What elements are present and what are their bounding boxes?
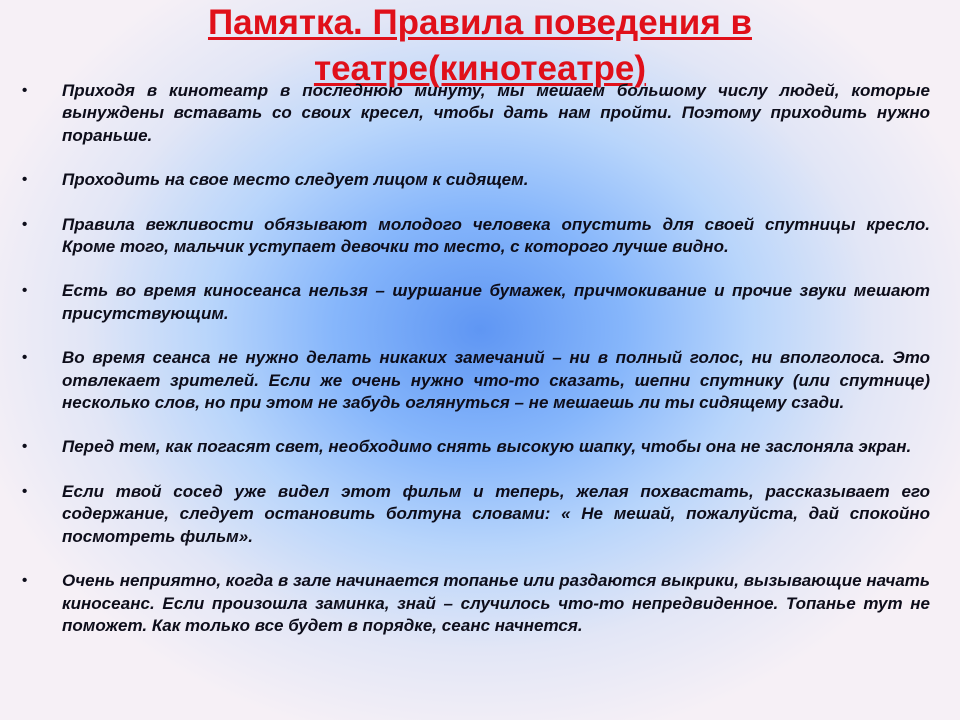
rule-text: Приходя в кинотеатр в последнюю минуту, мы мешаем большому числу людей, которые вынуждены вставать со своих кресел, чтобы дать нам пройти. Поэтому приходить нужно пораньше. bbox=[62, 81, 930, 145]
rule-text: Есть во время киносеанса нельзя – шуршание бумажек, причмокивание и прочие звуки мешают присутствующим. bbox=[62, 281, 930, 323]
rule-item bbox=[22, 80, 930, 147]
rule-text: Проходить на свое место следует лицом к сидящем. bbox=[62, 170, 529, 190]
rules-list bbox=[22, 80, 930, 659]
rule-item bbox=[22, 570, 930, 637]
rule-item bbox=[22, 169, 930, 191]
page-title bbox=[80, 0, 880, 92]
rule-text: Очень неприятно, когда в зале начинается топанье или раздаются выкрики, вызывающие начать киносеанс. Если произошла заминка, знай – случилось что-то непредвиденное. Топанье тут не поможет. Как только все будет в порядке, сеанс начнется. bbox=[62, 571, 930, 635]
bullet-icon: • bbox=[22, 215, 28, 233]
rule-text: Правила вежливости обязывают молодого человека опустить для своей спутницы кресло. Кроме того, мальчик уступает девочки то место, с которого лучше видно. bbox=[62, 214, 930, 257]
bullet-icon: • bbox=[22, 171, 28, 189]
bullet-icon: • bbox=[22, 572, 28, 590]
bullet-icon: • bbox=[22, 349, 28, 367]
rule-text: Если твой сосед уже видел этот фильм и теперь, желая похвастать, рассказывает его содержание, следует остановить болтуна словами: « Не мешай, пожалуйста, дай спокойно посмотреть фильм». bbox=[62, 481, 930, 546]
title-line-1: Памятка. Правила поведения в bbox=[207, 3, 752, 42]
rule-text: Перед тем, как погасят свет, необходимо снять высокую шапку, чтобы она не заслоняла экран. bbox=[62, 437, 912, 457]
rule-item bbox=[22, 436, 930, 458]
bullet-icon: • bbox=[22, 482, 28, 500]
rule-item bbox=[22, 214, 930, 259]
title-line-2: театре(кинотеатре) bbox=[313, 49, 647, 88]
bullet-icon: • bbox=[22, 282, 28, 300]
rule-text: Во время сеанса не нужно делать никаких замечаний – ни в полный голос, ни вполголоса. Это отвлекает зрителей. Если же очень нужно что-то сказать, шепни спутнику (или спутнице) несколько слов, но при этом не забудь оглянуться – не мешаешь ли ты сидящему сзади. bbox=[62, 348, 930, 413]
bullet-icon: • bbox=[22, 82, 28, 99]
rule-item bbox=[22, 481, 930, 548]
rule-item bbox=[22, 280, 930, 325]
bullet-icon: • bbox=[22, 438, 28, 456]
rule-item bbox=[22, 347, 930, 414]
